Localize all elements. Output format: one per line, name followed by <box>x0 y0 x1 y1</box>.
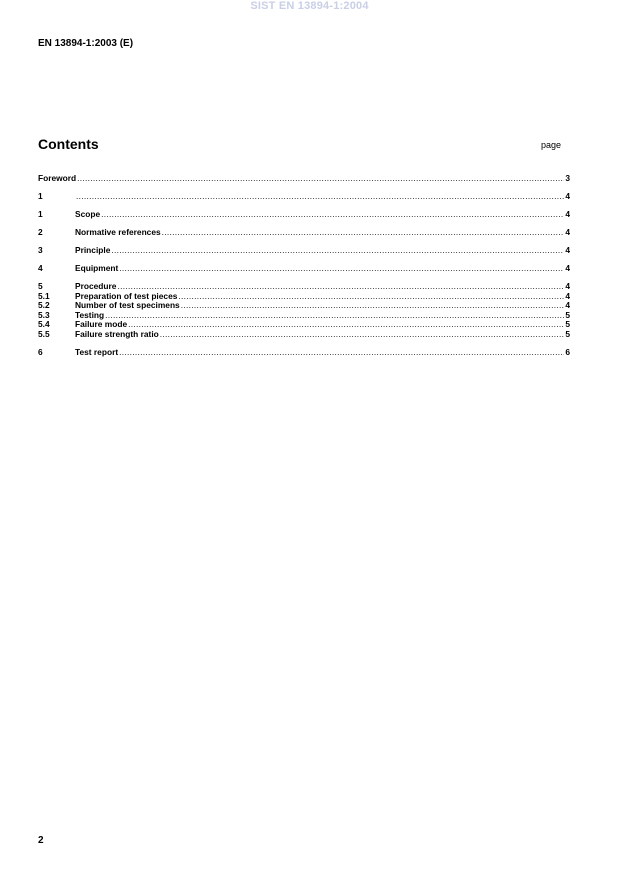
toc-entry-page: 5 <box>565 309 570 320</box>
toc-entry-number: 5.3 <box>38 309 50 320</box>
toc-entry-failure-strength-ratio[interactable] <box>38 330 570 340</box>
toc-entry-number: 5 <box>38 281 43 291</box>
contents-heading: Contents <box>38 136 99 152</box>
toc-entry-title: Principle <box>75 245 111 255</box>
toc-entry-number: 5.1 <box>38 290 50 301</box>
toc-entry-number: 1 <box>38 209 43 219</box>
toc-entry-number: 5.5 <box>38 328 50 339</box>
toc-entry-page: 4 <box>565 263 570 273</box>
toc-entry-number: 2 <box>38 227 43 237</box>
toc-entry-title: Normative references <box>75 227 161 237</box>
dot-leader <box>181 301 565 311</box>
document-id: EN 13894-1:2003 (E) <box>38 38 134 49</box>
dot-leader <box>76 192 564 202</box>
toc-entry-page: 4 <box>565 191 570 201</box>
toc-entry-number-of-test-specimens[interactable] <box>38 301 570 311</box>
dot-leader <box>111 246 564 256</box>
toc-entry-number: 4 <box>38 263 43 273</box>
toc-entry-title: Testing <box>75 309 105 320</box>
toc-entry-normative-references[interactable] <box>38 228 570 238</box>
toc-entry-page: 6 <box>565 346 570 357</box>
toc-entry-number: 5.4 <box>38 319 50 329</box>
dot-leader <box>117 282 564 292</box>
toc-entry-page: 4 <box>565 281 570 291</box>
dot-leader <box>128 320 564 330</box>
dot-leader <box>101 210 564 220</box>
toc-entry-title: Test report <box>75 346 119 357</box>
toc-entry-page: 4 <box>565 209 570 219</box>
toc-entry-title: Number of test specimens <box>75 300 180 310</box>
toc-entry-title: Foreword <box>38 173 77 183</box>
toc-entry-page: 4 <box>565 245 570 255</box>
toc-entry-scope[interactable] <box>38 210 570 220</box>
dot-leader <box>162 228 565 238</box>
page-number: 2 <box>38 835 44 846</box>
dot-leader <box>119 348 564 358</box>
toc-entry-page: 4 <box>565 227 570 237</box>
toc-entry-title: Failure strength ratio <box>75 328 159 339</box>
dot-leader <box>77 174 564 184</box>
toc-entry-page: 4 <box>565 300 570 310</box>
watermark-text: SIST EN 13894-1:2004 <box>250 0 369 12</box>
toc-entry-test-report[interactable] <box>38 348 570 358</box>
toc-entry-blank[interactable] <box>38 192 570 202</box>
dot-leader <box>119 264 564 274</box>
page-column-label: page <box>541 140 562 150</box>
toc-entry-page: 4 <box>565 290 570 301</box>
dot-leader <box>160 330 565 340</box>
toc-entry-title: Equipment <box>75 263 119 273</box>
toc-entry-number: 1 <box>38 191 43 201</box>
toc-entry-number: 6 <box>38 346 43 357</box>
toc-entry-title: Scope <box>75 209 101 219</box>
dot-leader <box>105 311 564 321</box>
dot-leader <box>178 292 564 302</box>
toc-entry-page: 5 <box>565 319 570 329</box>
toc-entry-page: 3 <box>565 173 570 183</box>
toc-entry-title: Preparation of test pieces <box>75 290 178 301</box>
toc-entry-title: Failure mode <box>75 319 128 329</box>
toc-entry-page: 5 <box>565 328 570 339</box>
toc-entry-foreword[interactable] <box>38 174 570 184</box>
toc-entry-title: Procedure <box>75 281 117 291</box>
toc-entry-principle[interactable] <box>38 246 570 256</box>
toc-entry-equipment[interactable] <box>38 264 570 274</box>
toc-entry-number: 5.2 <box>38 300 50 310</box>
toc-entry-number: 3 <box>38 245 43 255</box>
table-of-contents <box>38 174 570 357</box>
